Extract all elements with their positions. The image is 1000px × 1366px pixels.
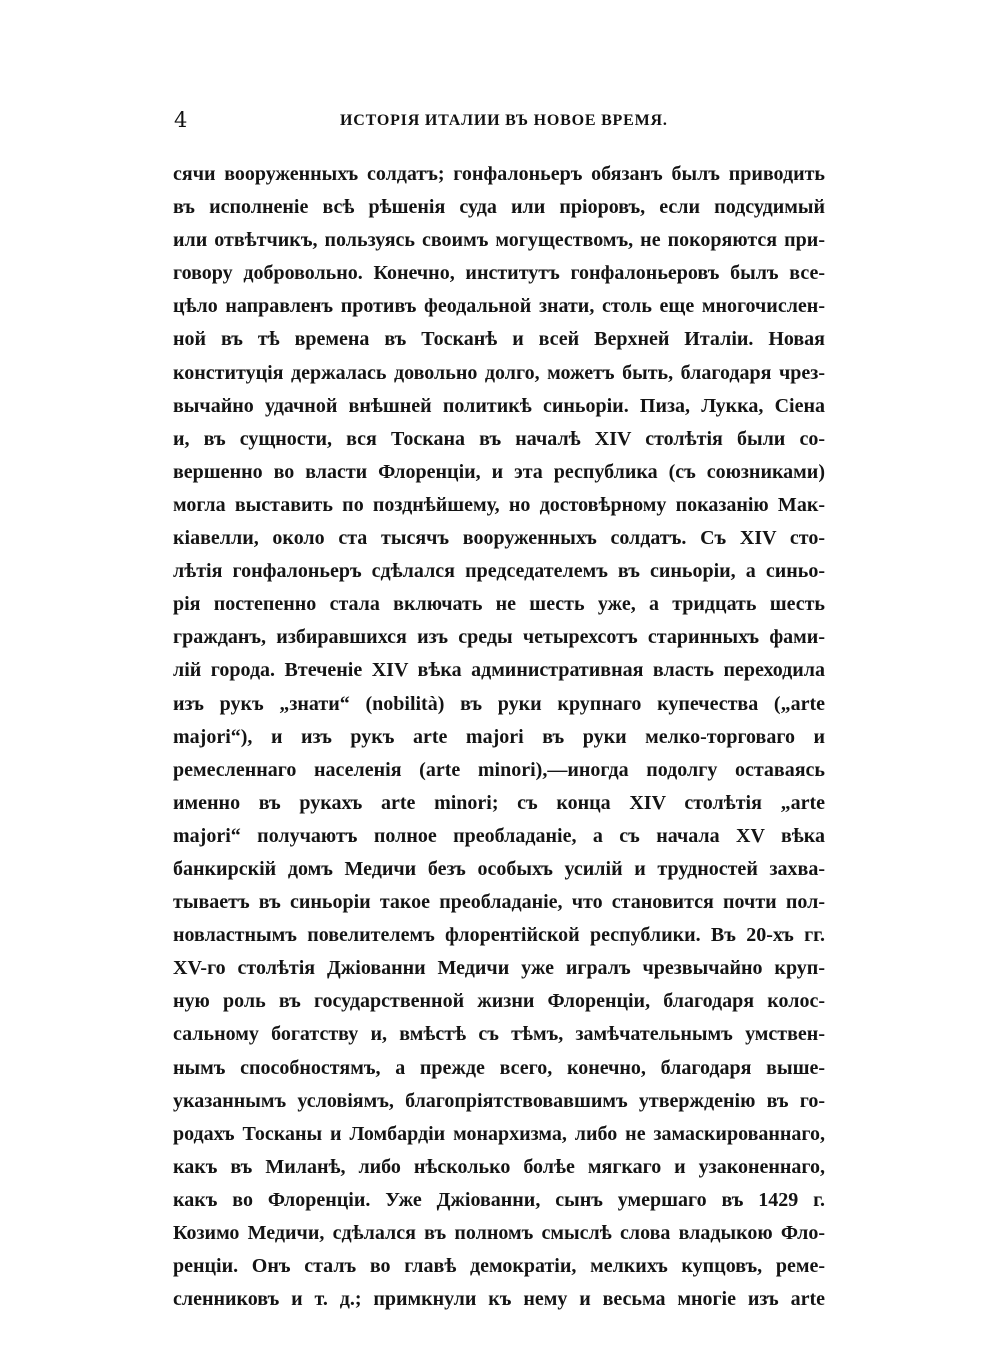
- text-line: ную роль въ государственной жизни Флоренціи, благодаря колос-: [173, 990, 825, 1013]
- text-line: именно въ рукахъ arte minori; съ конца XIV столѣтія „arte: [173, 791, 825, 814]
- text-line: или отвѣтчикъ, пользуясь своимъ могуществомъ, не покоряются при-: [173, 229, 825, 252]
- text-line: изъ рукъ „знати“ (nobilità) въ руки крупнаго купечества („arte: [173, 692, 825, 715]
- text-line: новластнымъ повелителемъ флорентійской республики. Въ 20-хъ гг.: [173, 924, 825, 947]
- text-line: сальному богатству и, вмѣстѣ съ тѣмъ, замѣчательнымъ умствен-: [173, 1023, 825, 1046]
- text-line: сленниковъ и т. д.; примкнули къ нему и весьма многіе изъ arte: [173, 1288, 825, 1311]
- text-line: какъ во Флоренціи. Уже Джіованни, сынъ умершаго въ 1429 г.: [173, 1188, 825, 1211]
- text-line: родахъ Тосканы и Ломбардіи монархизма, либо не замаскированнаго,: [173, 1122, 825, 1145]
- text-line: ной въ тѣ времена въ Тосканѣ и всей Верхней Италіи. Новая: [173, 328, 825, 351]
- text-line: ренціи. Онъ сталъ во главѣ демократіи, мелкихъ купцовъ, реме-: [173, 1255, 825, 1278]
- text-line: указаннымъ условіямъ, благопріятствовавшимъ утвержденію въ го-: [173, 1089, 825, 1112]
- text-line: какъ въ Миланѣ, либо нѣсколько болѣе мягкаго и узаконеннаго,: [173, 1155, 825, 1178]
- text-line: вершенно во власти Флоренціи, и эта республика (съ союзниками): [173, 460, 825, 483]
- text-line: лій города. Втеченіе XIV вѣка административная власть переходила: [173, 659, 825, 682]
- text-line: рія постепенно стала включать не шесть уже, а тридцать шесть: [173, 593, 825, 616]
- text-line: majori“ получаютъ полное преобладаніе, а съ начала XV вѣка: [173, 824, 825, 847]
- text-line: и, въ сущности, вся Тоскана въ началѣ XIV столѣтія были со-: [173, 427, 825, 450]
- text-line: majori“), и изъ рукъ arte majori въ руки мелко-торговаго и: [173, 725, 825, 748]
- text-line: сячи вооруженныхъ солдатъ; гонфалоньеръ обязанъ былъ приводить: [173, 163, 825, 185]
- text-line: кіавелли, около ста тысячъ вооруженныхъ солдатъ. Съ XIV сто-: [173, 527, 825, 550]
- text-line: тываетъ въ синьоріи такое преобладаніе, что становится почти пол-: [173, 891, 825, 914]
- text-line: ремесленнаго населенія (arte minori),—иногда подолгу оставаясь: [173, 758, 825, 781]
- text-line: XV-го столѣтія Джіованни Медичи уже игралъ чрезвычайно круп-: [173, 957, 825, 980]
- text-line: говору добровольно. Конечно, институтъ гонфалоньеровъ былъ все-: [173, 262, 825, 285]
- page-number: 4: [174, 108, 188, 132]
- text-line: могла выставить по позднѣйшему, но достовѣрному показанію Мак-: [173, 493, 825, 516]
- text-line: цѣло направленъ противъ феодальной знати, столь еще многочислен-: [173, 295, 825, 318]
- body-text: [173, 158, 825, 1316]
- running-head: ИСТОРІЯ ИТАЛИИ ВЪ НОВОЕ ВРЕМЯ.: [340, 112, 668, 129]
- text-line: гражданъ, избиравшихся изъ среды четырехсотъ старинныхъ фами-: [173, 626, 825, 649]
- text-line: нымъ способностямъ, а прежде всего, конечно, благодаря выше-: [173, 1056, 825, 1079]
- text-line: вычайно удачной внѣшней политикѣ синьоріи. Пиза, Лукка, Сіена: [173, 394, 825, 417]
- text-line: конституція держалась довольно долго, можетъ быть, благодаря чрез-: [173, 361, 825, 384]
- text-line: въ исполненіе всѣ рѣшенія суда или пріоровъ, если подсудимый: [173, 196, 825, 219]
- text-line: лѣтія гонфалоньеръ сдѣлался председателемъ въ синьоріи, а синьо-: [173, 560, 825, 583]
- text-line: Козимо Медичи, сдѣлался въ полномъ смыслѣ слова владыкою Фло-: [173, 1222, 825, 1244]
- text-line: банкирскій домъ Медичи безъ особыхъ усилій и трудностей захва-: [173, 857, 825, 880]
